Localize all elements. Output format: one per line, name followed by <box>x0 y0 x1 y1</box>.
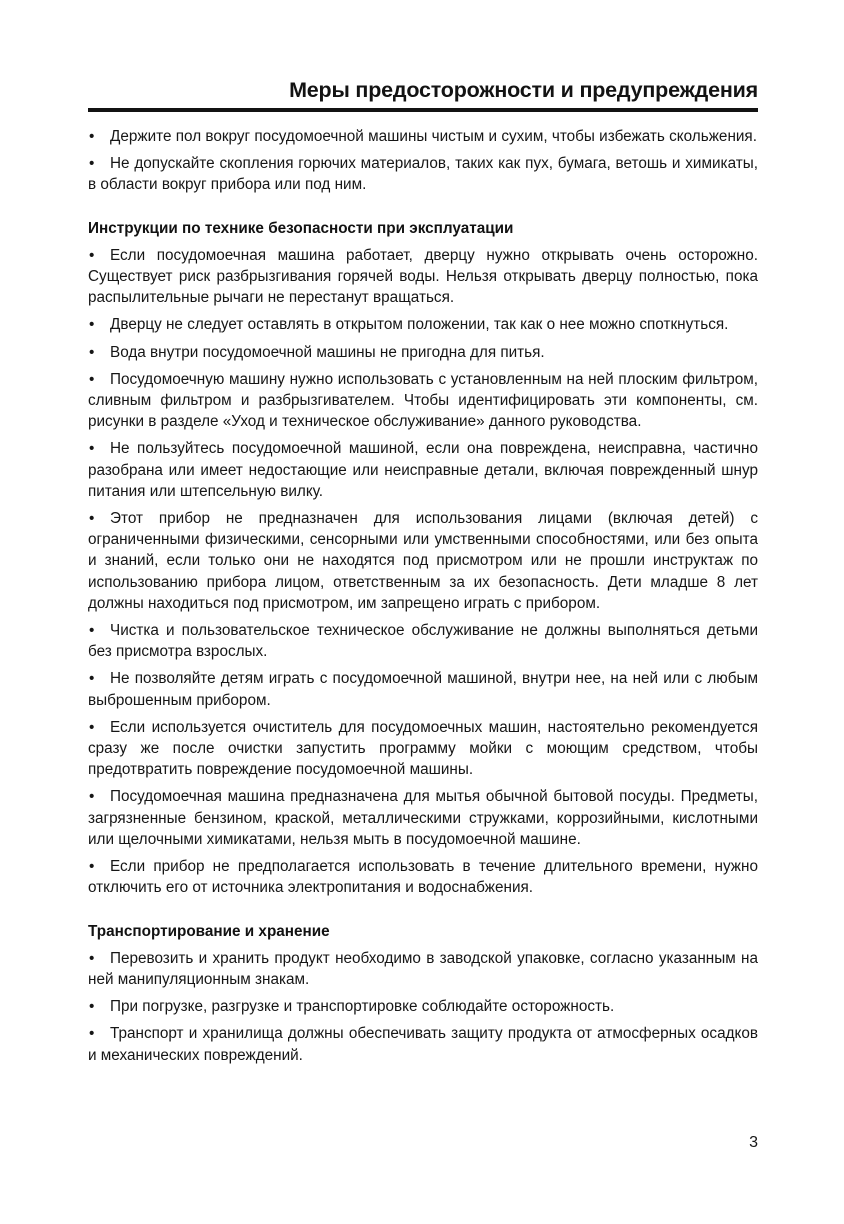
page-number: 3 <box>749 1134 758 1151</box>
bullet-item <box>88 342 758 363</box>
spacer <box>88 899 758 921</box>
bullet-glyph: • <box>89 316 95 334</box>
bullet-item <box>88 668 758 710</box>
bullet-text: Этот прибор не предназначен для использования лицами (включая детей) с ограниченными физическими, сенсорными или умственными способностями, или без опыта и знаний, если только они не находятся под присмотром или не прошли инструктаж по использованию прибора лицом, ответственным за их безопасность. Дети младше 8 лет должны находиться под присмотром, им запрещено играть с прибором. <box>88 510 758 612</box>
bullet-item <box>88 786 758 850</box>
spacer <box>88 196 758 218</box>
bullet-text: При погрузке, разгрузке и транспортировке соблюдайте осторожность. <box>110 998 615 1016</box>
bullet-item <box>88 717 758 781</box>
bullet-item <box>88 369 758 433</box>
bullet-text: Чистка и пользовательское техническое обслуживание не должны выполняться детьми без присмотра взрослых. <box>88 622 758 661</box>
bullet-item <box>88 620 758 662</box>
bullet-item <box>88 508 758 614</box>
bullet-text: Держите пол вокруг посудомоечной машины чистым и сухим, чтобы избежать скольжения. <box>110 128 757 145</box>
bullet-item <box>88 1023 758 1065</box>
bullet-glyph: • <box>89 1025 95 1043</box>
bullet-text: Посудомоечную машину нужно использовать с установленным на ней плоским фильтром, сливным фильтром и разбрызгивателем. Чтобы идентифицировать эти компоненты, см. рисунки в разделе «Уход и техническое обслуживание» данного руководства. <box>88 370 758 431</box>
bullet-item <box>88 245 758 309</box>
intro-bullet-list <box>88 126 758 196</box>
bullet-glyph: • <box>89 670 95 688</box>
bullet-glyph: • <box>89 440 95 458</box>
bullet-item <box>88 153 758 195</box>
bullet-glyph: • <box>89 718 95 736</box>
page-title: Меры предосторожности и предупреждения <box>289 78 758 102</box>
bullet-glyph: • <box>89 949 95 967</box>
bullet-glyph: • <box>89 128 95 145</box>
bullet-text: Перевозить и хранить продукт необходимо в заводской упаковке, согласно указанным на ней манипуляционным знакам. <box>88 949 758 988</box>
section-heading: Инструкции по технике безопасности при эксплуатации <box>88 219 514 237</box>
bullet-glyph: • <box>89 370 95 388</box>
bullet-glyph: • <box>89 788 95 806</box>
section-transport-storage <box>88 921 758 1066</box>
bullet-glyph: • <box>89 622 95 640</box>
bullet-text: Дверцу не следует оставлять в открытом положении, так как о нее можно споткнуться. <box>110 316 729 334</box>
bullet-glyph: • <box>89 246 95 264</box>
bullet-glyph: • <box>89 155 95 173</box>
bullet-glyph: • <box>89 858 95 876</box>
bullet-item <box>88 314 758 335</box>
bullet-item <box>88 856 758 898</box>
bullet-text: Не позволяйте детям играть с посудомоечной машиной, внутри нее, на ней или с любым выброшенным прибором. <box>88 670 758 709</box>
bullet-item <box>88 438 758 502</box>
title-divider <box>88 108 758 112</box>
bullet-text: Не пользуйтесь посудомоечной машиной, если она повреждена, неисправна, частично разобрана или имеет недостающие или неисправные детали, включая поврежденный шнур питания или штепсельную вилку. <box>88 440 758 500</box>
bullet-glyph: • <box>89 343 95 361</box>
bullet-item <box>88 996 758 1017</box>
bullet-item <box>88 948 758 990</box>
bullet-text: Если используется очиститель для посудомоечных машин, настоятельно рекомендуется сразу же после очистки запустить программу мойки с моющим средством, чтобы предотвратить повреждение посудомоечной машины. <box>88 718 758 779</box>
bullet-text: Не допускайте скопления горючих материалов, таких как пух, бумага, ветошь и химикаты, в области вокруг прибора или под ним. <box>88 155 758 194</box>
page-content <box>88 0 758 1066</box>
bullet-item <box>88 126 758 147</box>
section-operating-safety <box>88 218 758 899</box>
bullet-text: Если прибор не предполагается использовать в течение длительного времени, нужно отключить его от источника электропитания и водоснабжения. <box>88 858 758 897</box>
bullet-text: Транспорт и хранилища должны обеспечивать защиту продукта от атмосферных осадков и механических повреждений. <box>88 1025 758 1064</box>
bullet-text: Вода внутри посудомоечной машины не пригодна для питья. <box>110 343 545 361</box>
bullet-glyph: • <box>89 998 95 1016</box>
section-heading: Транспортирование и хранение <box>88 922 330 940</box>
bullet-glyph: • <box>89 510 95 528</box>
bullet-text: Если посудомоечная машина работает, дверцу нужно открывать очень осторожно. Существует риск разбрызгивания горячей воды. Нельзя открывать дверцу полностью, пока распылительные рычаги не перестанут вращаться. <box>88 246 758 307</box>
bullet-text: Посудомоечная машина предназначена для мытья обычной бытовой посуды. Предметы, загрязненные бензином, краской, металлическими стружками, коррозийными, кислотными или щелочными химикатами, нельзя мыть в посудомоечной машине. <box>88 788 758 848</box>
